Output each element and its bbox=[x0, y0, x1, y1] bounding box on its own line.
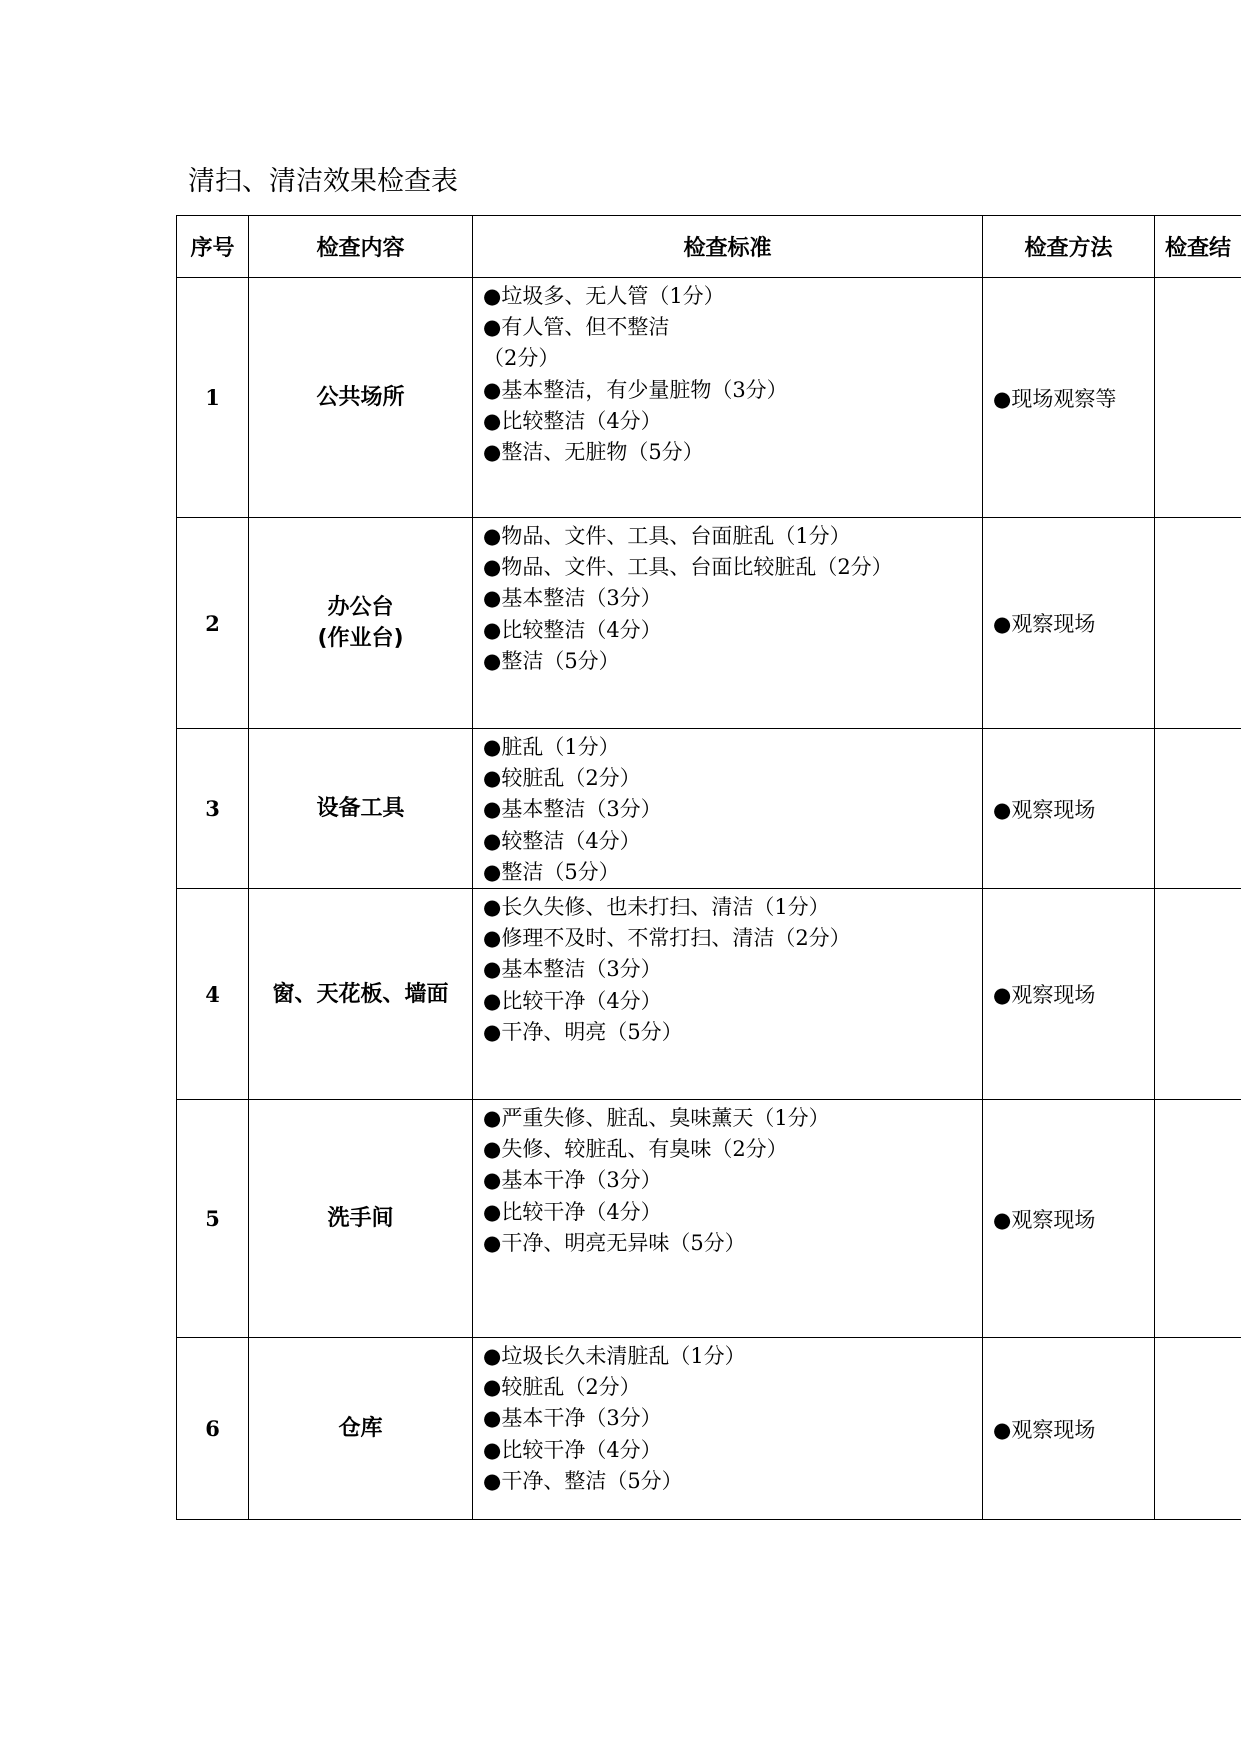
row-item bbox=[249, 1338, 473, 1520]
criteria-line: ●垃圾多、无人管（1分） bbox=[483, 284, 725, 308]
row-result bbox=[1155, 518, 1241, 729]
criteria-line: ●比较干净（4分） bbox=[483, 988, 662, 1013]
criteria-line: ●整洁（5分） bbox=[483, 859, 620, 884]
criteria-line: ●较整洁（4分） bbox=[483, 828, 641, 853]
table-row bbox=[177, 1100, 1241, 1338]
criteria-line: ●比较整洁（4分） bbox=[483, 408, 662, 433]
row-method: ●观察现场 bbox=[983, 1338, 1155, 1520]
criteria-line: ●干净、明亮（5分） bbox=[483, 1019, 683, 1044]
row-criteria bbox=[473, 729, 983, 889]
row-item-line: 办公台 bbox=[327, 595, 394, 620]
row-method: ●观察现场 bbox=[983, 518, 1155, 729]
row-index: 6 bbox=[177, 1338, 249, 1520]
row-criteria bbox=[473, 518, 983, 729]
row-criteria bbox=[473, 889, 983, 1100]
row-item bbox=[249, 518, 473, 729]
criteria-line: ●基本干净（3分） bbox=[483, 1168, 662, 1193]
criteria-line: ●严重失修、脏乱、臭味薰天（1分） bbox=[483, 1106, 830, 1131]
criteria-line: ●干净、明亮无异味（5分） bbox=[483, 1230, 746, 1255]
row-criteria bbox=[473, 1338, 983, 1520]
criteria-line: ●基本整洁，有少量脏物（3分） bbox=[483, 377, 788, 402]
criteria-line: （2分） bbox=[483, 346, 560, 371]
criteria-line: ●整洁（5分） bbox=[483, 648, 620, 673]
header-index: 序号 bbox=[177, 216, 249, 278]
criteria-line: ●比较干净（4分） bbox=[483, 1199, 662, 1224]
row-item bbox=[249, 889, 473, 1100]
row-item-line: 窗、天花板、墙面 bbox=[272, 981, 449, 1007]
criteria-line: ●比较干净（4分） bbox=[483, 1437, 662, 1462]
table-row bbox=[177, 889, 1241, 1100]
row-method: ●观察现场 bbox=[983, 729, 1155, 889]
criteria-line: ●基本整洁（3分） bbox=[483, 957, 662, 982]
criteria-line: ●基本整洁（3分） bbox=[483, 797, 662, 822]
criteria-line: ●基本干净（3分） bbox=[483, 1406, 662, 1431]
row-result bbox=[1155, 729, 1241, 889]
inspection-table bbox=[176, 215, 1241, 1520]
criteria-line: ●比较整洁（4分） bbox=[483, 617, 662, 642]
criteria-line: ●脏乱（1分） bbox=[483, 735, 620, 759]
criteria-line: ●修理不及时、不常打扫、清洁（2分） bbox=[483, 926, 851, 951]
criteria-line: ●长久失修、也未打扫、清洁（1分） bbox=[483, 895, 830, 920]
criteria-line: ●失修、较脏乱、有臭味（2分） bbox=[483, 1137, 788, 1162]
criteria-line: ●干净、整洁（5分） bbox=[483, 1468, 683, 1493]
inspection-table-wrapper bbox=[176, 215, 1241, 1520]
criteria-line: ●较脏乱（2分） bbox=[483, 766, 641, 791]
page-title: 清扫、清洁效果检查表 bbox=[188, 166, 458, 197]
row-index: 5 bbox=[177, 1100, 249, 1338]
criteria-line: ●垃圾长久未清脏乱（1分） bbox=[483, 1344, 746, 1369]
header-row bbox=[177, 216, 1241, 278]
table-row bbox=[177, 729, 1241, 889]
row-method: ●观察现场 bbox=[983, 1100, 1155, 1338]
criteria-line: ●有人管、但不整洁 bbox=[483, 315, 670, 340]
row-result bbox=[1155, 1100, 1241, 1338]
row-item bbox=[249, 729, 473, 889]
row-item-line: (作业台) bbox=[317, 626, 404, 651]
row-criteria bbox=[473, 278, 983, 518]
row-item-line: 公共场所 bbox=[316, 385, 405, 410]
row-item bbox=[249, 1100, 473, 1338]
header-criteria: 检查标准 bbox=[473, 216, 983, 278]
row-item-line: 仓库 bbox=[338, 1416, 383, 1442]
row-item-line: 设备工具 bbox=[316, 796, 405, 821]
row-index: 2 bbox=[177, 518, 249, 729]
row-method: ●现场观察等 bbox=[983, 278, 1155, 518]
row-index: 3 bbox=[177, 729, 249, 889]
table-row bbox=[177, 278, 1241, 518]
criteria-line: ●基本整洁（3分） bbox=[483, 586, 662, 611]
row-item bbox=[249, 278, 473, 518]
header-method: 检查方法 bbox=[983, 216, 1155, 278]
criteria-line: ●较脏乱（2分） bbox=[483, 1375, 641, 1400]
row-result bbox=[1155, 889, 1241, 1100]
criteria-line: ●物品、文件、工具、台面脏乱（1分） bbox=[483, 524, 851, 548]
criteria-line: ●物品、文件、工具、台面比较脏乱（2分） bbox=[483, 555, 893, 580]
row-result bbox=[1155, 1338, 1241, 1520]
row-index: 4 bbox=[177, 889, 249, 1100]
row-result bbox=[1155, 278, 1241, 518]
row-criteria bbox=[473, 1100, 983, 1338]
table-row bbox=[177, 1338, 1241, 1520]
row-item-line: 洗手间 bbox=[327, 1206, 394, 1232]
row-method: ●观察现场 bbox=[983, 889, 1155, 1100]
criteria-line: ●整洁、无脏物（5分） bbox=[483, 440, 704, 465]
row-index: 1 bbox=[177, 278, 249, 518]
table-row bbox=[177, 518, 1241, 729]
header-item: 检查内容 bbox=[249, 216, 473, 278]
header-result: 检查结 bbox=[1155, 216, 1241, 278]
